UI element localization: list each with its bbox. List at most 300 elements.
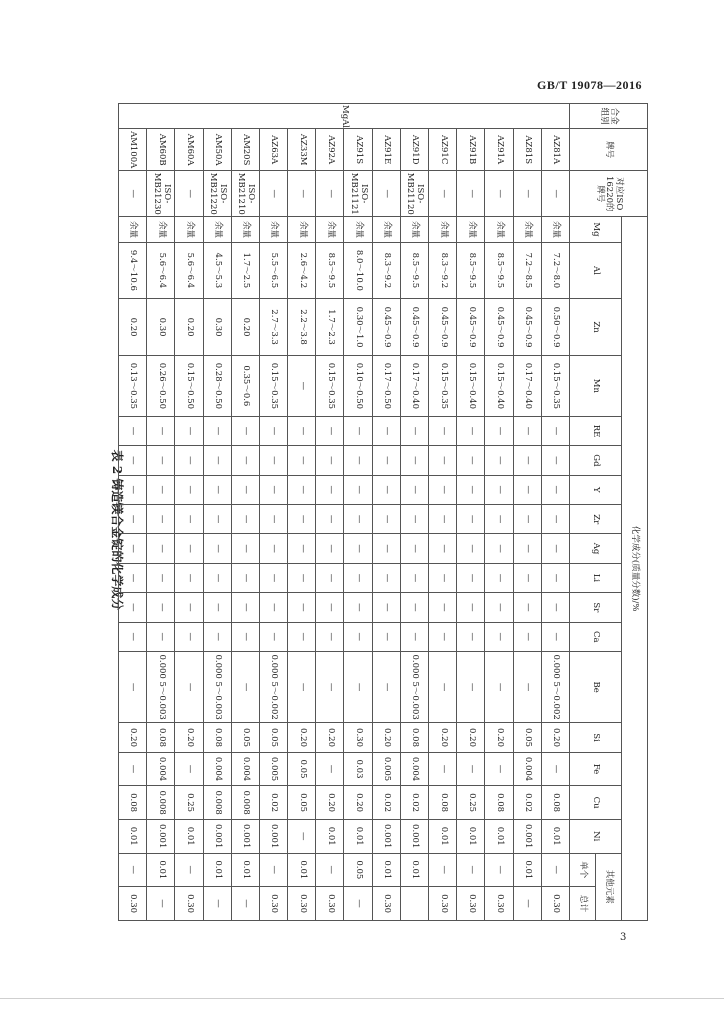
cell-mg: 余量 [344, 217, 372, 242]
group-cell: MgAl [119, 104, 570, 129]
table-container [118, 103, 648, 921]
cell-mn: 0.15～0.35 [541, 355, 569, 416]
cell-single: 0.05 [344, 853, 372, 887]
cell-sr: — [175, 593, 203, 622]
cell-zr: — [541, 504, 569, 533]
header-el-y: Y [570, 475, 622, 504]
cell-zr: — [372, 504, 400, 533]
cell-si: 0.20 [457, 723, 485, 752]
cell-be: 0.000 5～0.002 [259, 651, 287, 722]
cell-zr: — [316, 504, 344, 533]
table-row [147, 104, 175, 921]
cell-mn: 0.10～0.50 [344, 355, 372, 416]
cell-si: 0.20 [372, 723, 400, 752]
cell-mn: 0.13～0.35 [119, 355, 147, 416]
cell-fe: 0.05 [288, 752, 316, 786]
cell-mn: 0.17～0.50 [372, 355, 400, 416]
cell-gd: — [147, 446, 175, 475]
cell-al: 8.3～9.2 [429, 242, 457, 299]
cell-be: — [513, 651, 541, 722]
cell-single: 0.01 [203, 853, 231, 887]
cell-iso: — [316, 171, 344, 217]
cell-single: — [485, 853, 513, 887]
cell-be: — [288, 651, 316, 722]
cell-y: — [541, 475, 569, 504]
cell-mn: 0.15～0.40 [485, 355, 513, 416]
cell-grade: AZ63A [259, 129, 287, 171]
cell-sr: — [485, 593, 513, 622]
cell-total: 0.30 [119, 887, 147, 921]
cell-sr: — [457, 593, 485, 622]
cell-li: — [400, 563, 428, 592]
cell-al: 8.5～9.5 [457, 242, 485, 299]
cell-cu: 0.02 [259, 786, 287, 820]
cell-li: — [119, 563, 147, 592]
cell-total: 0.30 [288, 887, 316, 921]
cell-ag: — [231, 534, 259, 563]
cell-mn: 0.17～0.40 [513, 355, 541, 416]
cell-grade: AM20S [231, 129, 259, 171]
cell-be: — [175, 651, 203, 722]
cell-sr: — [231, 593, 259, 622]
cell-y: — [147, 475, 175, 504]
cell-zr: — [203, 504, 231, 533]
cell-zr: — [429, 504, 457, 533]
cell-ca: — [316, 622, 344, 651]
cell-single: — [429, 853, 457, 887]
cell-zn: 0.20 [231, 299, 259, 356]
cell-ni: 0.001 [231, 819, 259, 853]
cell-ca: — [203, 622, 231, 651]
cell-ni: 0.001 [147, 819, 175, 853]
cell-grade: AZ92A [316, 129, 344, 171]
cell-fe: — [485, 752, 513, 786]
cell-single: 0.01 [400, 853, 428, 887]
cell-re: — [259, 416, 287, 445]
cell-fe: 0.004 [231, 752, 259, 786]
cell-y: — [400, 475, 428, 504]
table-row [259, 104, 287, 921]
cell-zn: 0.45～0.9 [429, 299, 457, 356]
cell-li: — [457, 563, 485, 592]
header-el-al: Al [570, 242, 622, 299]
cell-iso: — [429, 171, 457, 217]
cell-gd: — [457, 446, 485, 475]
cell-ni: 0.001 [400, 819, 428, 853]
cell-y: — [288, 475, 316, 504]
cell-si: 0.20 [316, 723, 344, 752]
cell-mg: 余量 [372, 217, 400, 242]
cell-y: — [203, 475, 231, 504]
cell-al: 8.0～10.0 [344, 242, 372, 299]
cell-gd: — [429, 446, 457, 475]
cell-zr: — [485, 504, 513, 533]
header-el-mg: Mg [570, 217, 622, 242]
cell-mg: 余量 [429, 217, 457, 242]
cell-ag: — [288, 534, 316, 563]
cell-li: — [429, 563, 457, 592]
cell-mg: 余量 [316, 217, 344, 242]
cell-cu: 0.02 [513, 786, 541, 820]
cell-fe: 0.004 [147, 752, 175, 786]
cell-sr: — [541, 593, 569, 622]
cell-mn: 0.15～0.35 [316, 355, 344, 416]
cell-sr: — [288, 593, 316, 622]
cell-ca: — [175, 622, 203, 651]
cell-y: — [429, 475, 457, 504]
cell-total: 0.30 [541, 887, 569, 921]
cell-cu: 0.008 [231, 786, 259, 820]
cell-ni: 0.01 [175, 819, 203, 853]
cell-zr: — [344, 504, 372, 533]
cell-si: 0.08 [203, 723, 231, 752]
table-row [203, 104, 231, 921]
cell-al: 8.5～9.5 [485, 242, 513, 299]
cell-y: — [175, 475, 203, 504]
cell-grade: AM100A [119, 129, 147, 171]
cell-mg: 余量 [513, 217, 541, 242]
cell-ni: 0.01 [541, 819, 569, 853]
cell-grade: AM60B [147, 129, 175, 171]
cell-si: 0.20 [485, 723, 513, 752]
cell-single: 0.01 [288, 853, 316, 887]
cell-ca: — [513, 622, 541, 651]
cell-re: — [513, 416, 541, 445]
cell-ag: — [147, 534, 175, 563]
cell-zr: — [119, 504, 147, 533]
cell-cu: 0.08 [119, 786, 147, 820]
cell-fe: — [119, 752, 147, 786]
cell-iso: — [175, 171, 203, 217]
cell-al: 2.6～4.2 [288, 242, 316, 299]
cell-sr: — [513, 593, 541, 622]
cell-zn: 0.45～0.9 [400, 299, 428, 356]
header-composition: 化学成分(质量分数)/% [622, 217, 648, 921]
cell-fe: 0.004 [400, 752, 428, 786]
cell-ca: — [259, 622, 287, 651]
cell-single: 0.01 [231, 853, 259, 887]
cell-ni: 0.001 [203, 819, 231, 853]
cell-grade: AZ91C [429, 129, 457, 171]
page-bottom-divider [0, 998, 724, 999]
cell-ag: — [344, 534, 372, 563]
table-row [400, 104, 428, 921]
cell-si: 0.08 [147, 723, 175, 752]
cell-gd: — [316, 446, 344, 475]
cell-iso: ISO-MB21121 [344, 171, 372, 217]
cell-ca: — [344, 622, 372, 651]
cell-fe: 0.03 [344, 752, 372, 786]
cell-fe: — [457, 752, 485, 786]
cell-gd: — [344, 446, 372, 475]
cell-mg: 余量 [119, 217, 147, 242]
table-row [119, 104, 147, 921]
cell-ca: — [485, 622, 513, 651]
cell-y: — [457, 475, 485, 504]
table-row [541, 104, 569, 921]
cell-be: 0.000 5～0.003 [400, 651, 428, 722]
cell-total: 0.30 [485, 887, 513, 921]
cell-be: — [372, 651, 400, 722]
cell-ni: 0.01 [316, 819, 344, 853]
cell-zn: 0.30 [203, 299, 231, 356]
cell-cu: 0.02 [372, 786, 400, 820]
cell-ni: — [288, 819, 316, 853]
cell-iso: — [372, 171, 400, 217]
cell-total: — [231, 887, 259, 921]
cell-zr: — [147, 504, 175, 533]
cell-sr: — [344, 593, 372, 622]
cell-total: — [203, 887, 231, 921]
cell-ca: — [400, 622, 428, 651]
cell-be: — [344, 651, 372, 722]
table-row [288, 104, 316, 921]
cell-re: — [457, 416, 485, 445]
cell-al: 8.3～9.2 [372, 242, 400, 299]
cell-cu: 0.08 [429, 786, 457, 820]
header-el-zr: Zr [570, 504, 622, 533]
cell-zn: 0.50～0.9 [541, 299, 569, 356]
cell-cu: 0.08 [485, 786, 513, 820]
header-el-mn: Mn [570, 355, 622, 416]
cell-be: — [231, 651, 259, 722]
cell-total: — [344, 887, 372, 921]
cell-si: 0.20 [541, 723, 569, 752]
cell-li: — [203, 563, 231, 592]
cell-li: — [316, 563, 344, 592]
cell-ni: 0.001 [372, 819, 400, 853]
header-el-si: Si [570, 723, 622, 752]
cell-re: — [316, 416, 344, 445]
cell-total: 0.30 [429, 887, 457, 921]
cell-iso: — [513, 171, 541, 217]
cell-si: 0.08 [400, 723, 428, 752]
table-row [344, 104, 372, 921]
header-el-li: Li [570, 563, 622, 592]
cell-y: — [344, 475, 372, 504]
table-row [429, 104, 457, 921]
cell-grade: AM60A [175, 129, 203, 171]
cell-gd: — [231, 446, 259, 475]
cell-gd: — [485, 446, 513, 475]
header-el-ni: Ni [570, 819, 622, 853]
cell-li: — [513, 563, 541, 592]
cell-re: — [485, 416, 513, 445]
cell-re: — [203, 416, 231, 445]
cell-iso: — [485, 171, 513, 217]
cell-gd: — [541, 446, 569, 475]
cell-be: — [119, 651, 147, 722]
cell-zn: 0.45～0.9 [485, 299, 513, 356]
cell-be: 0.000 5～0.003 [147, 651, 175, 722]
cell-li: — [344, 563, 372, 592]
cell-single: — [119, 853, 147, 887]
cell-mn: 0.26～0.50 [147, 355, 175, 416]
cell-fe: — [541, 752, 569, 786]
cell-al: 9.4～10.6 [119, 242, 147, 299]
cell-iso: ISO-MB21210 [231, 171, 259, 217]
cell-single: — [175, 853, 203, 887]
cell-ca: — [457, 622, 485, 651]
cell-mg: 余量 [400, 217, 428, 242]
cell-ag: — [259, 534, 287, 563]
cell-ca: — [429, 622, 457, 651]
cell-y: — [485, 475, 513, 504]
cell-li: — [372, 563, 400, 592]
cell-gd: — [400, 446, 428, 475]
cell-zn: 0.20 [175, 299, 203, 356]
cell-be: — [457, 651, 485, 722]
cell-mg: 余量 [147, 217, 175, 242]
cell-fe: 0.005 [259, 752, 287, 786]
cell-sr: — [400, 593, 428, 622]
cell-iso: ISO-MB21230 [147, 171, 175, 217]
cell-ag: — [457, 534, 485, 563]
cell-single: — [316, 853, 344, 887]
cell-ag: — [316, 534, 344, 563]
cell-zr: — [259, 504, 287, 533]
header-el-fe: Fe [570, 752, 622, 786]
cell-sr: — [203, 593, 231, 622]
cell-zr: — [175, 504, 203, 533]
cell-sr: — [429, 593, 457, 622]
cell-grade: AZ91S [344, 129, 372, 171]
cell-single: 0.01 [372, 853, 400, 887]
cell-sr: — [147, 593, 175, 622]
cell-re: — [288, 416, 316, 445]
table-row [231, 104, 259, 921]
cell-ca: — [288, 622, 316, 651]
cell-total: 0.30 [316, 887, 344, 921]
cell-mn: 0.15～0.50 [175, 355, 203, 416]
header-el-ca: Ca [570, 622, 622, 651]
cell-sr: — [372, 593, 400, 622]
cell-zn: 1.7～2.3 [316, 299, 344, 356]
cell-mn: — [288, 355, 316, 416]
cell-zr: — [457, 504, 485, 533]
cell-si: 0.20 [119, 723, 147, 752]
table-row [485, 104, 513, 921]
cell-mn: 0.15～0.40 [457, 355, 485, 416]
cell-si: 0.05 [513, 723, 541, 752]
table-row [316, 104, 344, 921]
cell-ag: — [513, 534, 541, 563]
cell-mg: 余量 [541, 217, 569, 242]
cell-ca: — [372, 622, 400, 651]
cell-total [400, 887, 428, 921]
cell-zn: 0.45～0.9 [513, 299, 541, 356]
cell-mn: 0.15～0.35 [429, 355, 457, 416]
cell-al: 5.6～6.4 [175, 242, 203, 299]
standard-code: GB/T 19078—2016 [537, 78, 642, 92]
header-single: 单个 [570, 853, 596, 887]
cell-re: — [147, 416, 175, 445]
cell-grade: AM50A [203, 129, 231, 171]
cell-gd: — [288, 446, 316, 475]
cell-gd: — [372, 446, 400, 475]
cell-li: — [147, 563, 175, 592]
cell-re: — [400, 416, 428, 445]
table-row [175, 104, 203, 921]
cell-grade: AZ91E [372, 129, 400, 171]
cell-gd: — [259, 446, 287, 475]
cell-sr: — [316, 593, 344, 622]
cell-iso: — [541, 171, 569, 217]
cell-single: 0.01 [147, 853, 175, 887]
cell-single: — [259, 853, 287, 887]
cell-mg: 余量 [288, 217, 316, 242]
table-row [513, 104, 541, 921]
cell-al: 1.7～2.5 [231, 242, 259, 299]
cell-iso: — [259, 171, 287, 217]
cell-y: — [259, 475, 287, 504]
cell-re: — [541, 416, 569, 445]
cell-fe: — [175, 752, 203, 786]
cell-zr: — [400, 504, 428, 533]
header-el-re: RE [570, 416, 622, 445]
header-others: 其他元素 [596, 853, 622, 921]
cell-ni: 0.01 [457, 819, 485, 853]
cell-cu: 0.08 [541, 786, 569, 820]
cell-iso: — [457, 171, 485, 217]
cell-zn: 0.20 [119, 299, 147, 356]
cell-zn: 0.45～0.9 [372, 299, 400, 356]
cell-ag: — [541, 534, 569, 563]
cell-cu: 0.25 [175, 786, 203, 820]
cell-ag: — [485, 534, 513, 563]
cell-total: 0.30 [259, 887, 287, 921]
cell-re: — [119, 416, 147, 445]
cell-iso: — [288, 171, 316, 217]
cell-cu: 0.05 [288, 786, 316, 820]
cell-ni: 0.01 [485, 819, 513, 853]
cell-al: 8.5～9.5 [400, 242, 428, 299]
header-iso: 对应ISO 16220的牌号 [570, 171, 648, 217]
cell-cu: 0.25 [457, 786, 485, 820]
cell-ag: — [175, 534, 203, 563]
cell-be: — [316, 651, 344, 722]
cell-mn: 0.28～0.50 [203, 355, 231, 416]
cell-li: — [485, 563, 513, 592]
cell-re: — [344, 416, 372, 445]
cell-ca: — [147, 622, 175, 651]
cell-li: — [231, 563, 259, 592]
cell-mg: 余量 [203, 217, 231, 242]
cell-single: — [541, 853, 569, 887]
cell-ca: — [541, 622, 569, 651]
cell-cu: 0.02 [400, 786, 428, 820]
cell-y: — [513, 475, 541, 504]
cell-li: — [175, 563, 203, 592]
cell-total: 0.30 [175, 887, 203, 921]
cell-ni: 0.001 [513, 819, 541, 853]
cell-ag: — [372, 534, 400, 563]
cell-al: 5.6～6.4 [147, 242, 175, 299]
cell-zn: 0.45～0.9 [457, 299, 485, 356]
cell-ni: 0.01 [429, 819, 457, 853]
cell-total: — [513, 887, 541, 921]
cell-total: 0.30 [372, 887, 400, 921]
header-el-sr: Sr [570, 593, 622, 622]
cell-cu: 0.20 [316, 786, 344, 820]
cell-mg: 余量 [457, 217, 485, 242]
cell-zr: — [513, 504, 541, 533]
header-el-cu: Cu [570, 786, 622, 820]
cell-grade: AZ91D [400, 129, 428, 171]
cell-ag: — [203, 534, 231, 563]
cell-re: — [231, 416, 259, 445]
cell-al: 4.5～5.3 [203, 242, 231, 299]
